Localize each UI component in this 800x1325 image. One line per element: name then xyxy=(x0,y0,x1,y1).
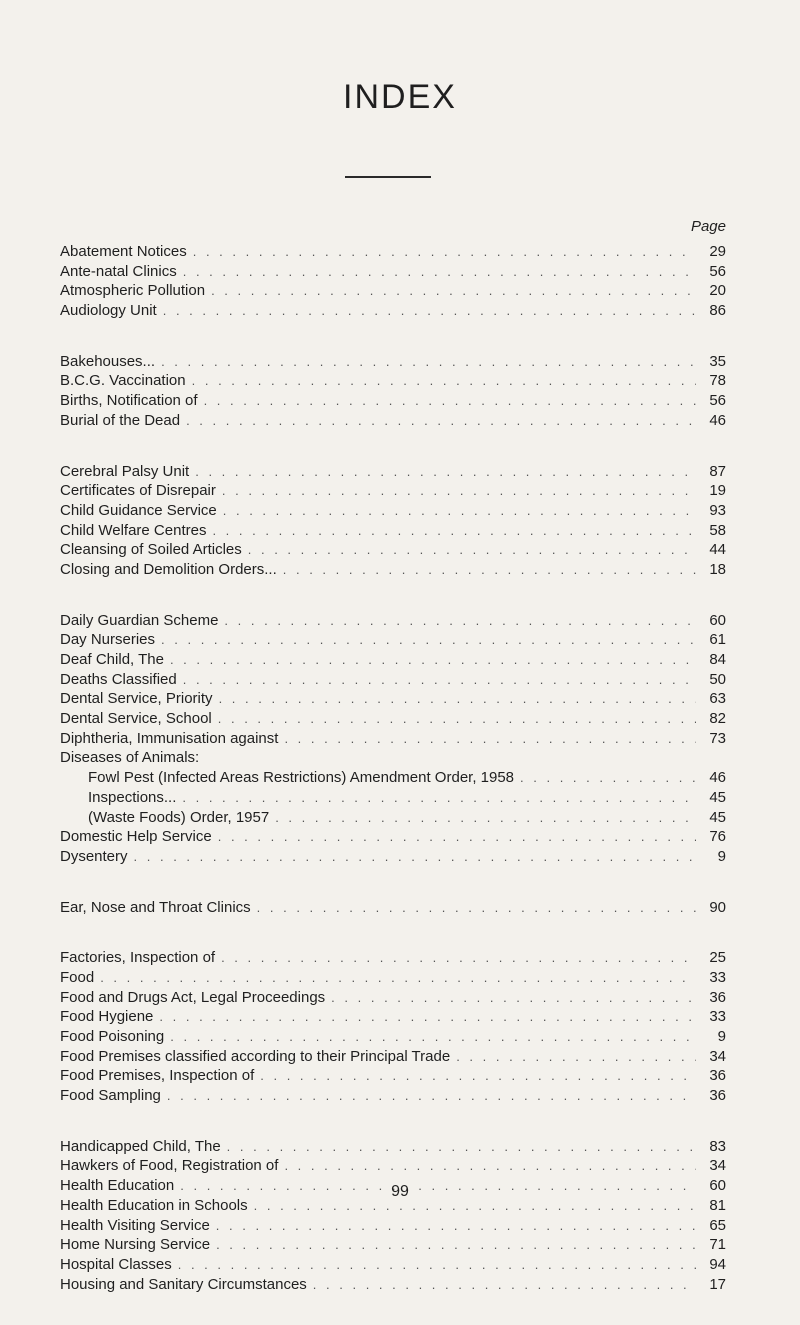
dot-leader xyxy=(257,898,696,918)
index-entry xyxy=(60,521,726,541)
entry-page-number: 9 xyxy=(717,1028,726,1045)
dot-leader xyxy=(195,462,696,482)
entry-label: Certificates of Disrepair xyxy=(60,482,216,500)
entry-label: Dental Service, Priority xyxy=(60,690,213,708)
index-entry xyxy=(60,1275,726,1295)
entry-label: Cleansing of Soiled Articles xyxy=(60,541,242,559)
entry-label: Abatement Notices xyxy=(60,243,187,260)
entry-label: Hospital Classes xyxy=(60,1255,172,1273)
dot-leader xyxy=(159,1007,696,1027)
entry-label: Births, Notification of xyxy=(60,392,198,410)
index-entry xyxy=(60,391,726,411)
dot-leader xyxy=(161,352,696,372)
index-entry xyxy=(60,540,726,560)
entry-page-number: 34 xyxy=(709,1047,726,1065)
entry-page-number: 44 xyxy=(709,541,726,559)
index-subentry xyxy=(60,808,726,828)
index-group xyxy=(60,462,726,580)
index-entry xyxy=(60,650,726,670)
dot-leader xyxy=(216,1235,696,1255)
index-entry xyxy=(60,371,726,391)
page-column-label: Page xyxy=(690,218,726,235)
dot-leader xyxy=(218,827,696,847)
index-entry xyxy=(60,481,726,501)
entry-page-number: 87 xyxy=(709,462,726,480)
entry-page-number: 46 xyxy=(709,411,726,429)
index-entry xyxy=(60,1235,726,1255)
entry-label: Dysentery xyxy=(60,847,128,865)
entry-page-number: 81 xyxy=(709,1196,726,1214)
entry-label: Health Education xyxy=(60,1177,175,1195)
entry-label: Closing and Demolition Orders... xyxy=(60,560,277,578)
index-group xyxy=(60,242,726,321)
index-subentry xyxy=(60,768,726,788)
entry-page-number: 34 xyxy=(709,1157,726,1175)
index-entry xyxy=(60,709,726,729)
entry-label: Day Nurseries xyxy=(60,631,156,649)
title-divider xyxy=(345,176,431,178)
dot-leader xyxy=(170,1027,696,1047)
index-entry xyxy=(60,988,726,1008)
entry-page-number: 46 xyxy=(709,769,726,787)
entry-label: Home Nursing Service xyxy=(60,1236,211,1254)
entry-label: Fowl Pest (Infected Areas Restrictions) Amendment Order, 1958 xyxy=(88,769,515,787)
dot-leader xyxy=(219,689,696,709)
dot-leader xyxy=(227,1137,696,1157)
entry-label: Deaths Classified xyxy=(60,670,177,688)
index-entry xyxy=(60,847,726,867)
index-entry xyxy=(60,898,726,918)
dot-leader xyxy=(186,411,696,431)
entry-page-number: 17 xyxy=(709,1275,726,1293)
entry-page-number: 50 xyxy=(709,670,726,688)
index-entry xyxy=(60,611,726,631)
entry-page-number: 60 xyxy=(709,611,726,629)
dot-leader xyxy=(313,1275,696,1295)
dot-leader xyxy=(221,948,696,968)
entry-label: Diphtheria, Immunisation against xyxy=(60,729,279,747)
entry-label: Food Premises classified according to their Principal Trade xyxy=(60,1047,451,1065)
entry-page-number: 83 xyxy=(709,1137,726,1155)
index-group xyxy=(60,352,726,431)
entry-page-number: 76 xyxy=(709,828,726,846)
entry-page-number: 86 xyxy=(709,302,726,320)
entry-page-number: 82 xyxy=(709,710,726,728)
page-number: 99 xyxy=(391,1183,409,1200)
dot-leader xyxy=(222,481,696,501)
index-group xyxy=(60,611,726,867)
entry-page-number: 65 xyxy=(709,1216,726,1234)
index-entry xyxy=(60,968,726,988)
entry-page-number: 35 xyxy=(709,352,726,370)
entry-page-number: 19 xyxy=(709,482,726,500)
entry-label: Ante-natal Clinics xyxy=(60,262,177,280)
entry-label: Ear, Nose and Throat Clinics xyxy=(60,898,251,916)
entry-page-number: 56 xyxy=(709,262,726,280)
entry-page-number: 56 xyxy=(709,392,726,410)
entry-page-number: 45 xyxy=(709,808,726,826)
dot-leader xyxy=(284,1156,696,1176)
entry-label: Hawkers of Food, Registration of xyxy=(60,1157,279,1175)
entry-page-number: 73 xyxy=(709,729,726,747)
entry-label: Food and Drugs Act, Legal Proceedings xyxy=(60,988,326,1006)
entry-page-number: 78 xyxy=(709,372,726,390)
entry-page-number: 93 xyxy=(709,501,726,519)
entry-page-number: 36 xyxy=(709,1067,726,1085)
index-entry xyxy=(60,1047,726,1067)
entry-label: Food xyxy=(60,968,95,986)
index-entry xyxy=(60,242,726,262)
entry-label: Factories, Inspection of xyxy=(60,949,216,967)
entry-label: Domestic Help Service xyxy=(60,828,212,846)
entry-label: Food Sampling xyxy=(60,1087,161,1105)
dot-leader xyxy=(204,391,696,411)
index-entry xyxy=(60,281,726,301)
entry-label: Bakehouses... xyxy=(60,352,156,370)
index-entry xyxy=(60,729,726,749)
index-entry xyxy=(60,748,726,768)
dot-leader xyxy=(520,768,696,788)
dot-leader xyxy=(178,1255,696,1275)
dot-leader xyxy=(183,262,696,282)
entry-page-number: 25 xyxy=(709,949,726,967)
entry-page-number: 61 xyxy=(709,631,726,649)
entry-page-number: 60 xyxy=(709,1177,726,1195)
entry-label: Food Poisoning xyxy=(60,1028,165,1045)
index-entry xyxy=(60,630,726,650)
index-entry xyxy=(60,1156,726,1176)
index-entry xyxy=(60,411,726,431)
index-subentry xyxy=(60,788,726,808)
index-entry xyxy=(60,1255,726,1275)
entry-label: Audiology Unit xyxy=(60,302,157,320)
dot-leader xyxy=(216,1216,696,1236)
index-entry xyxy=(60,1007,726,1027)
dot-leader xyxy=(193,242,696,262)
entry-page-number: 36 xyxy=(709,1087,726,1105)
entry-label: Health Visiting Service xyxy=(60,1216,210,1234)
index-entry xyxy=(60,1137,726,1157)
dot-leader xyxy=(218,709,696,729)
entry-page-number: 18 xyxy=(709,560,726,578)
dot-leader xyxy=(100,968,696,988)
dot-leader xyxy=(211,281,696,301)
dot-leader xyxy=(161,630,696,650)
entry-label: Cerebral Palsy Unit xyxy=(60,462,190,480)
index-entry xyxy=(60,1066,726,1086)
entry-page-number: 45 xyxy=(709,788,726,806)
dot-leader xyxy=(182,788,696,808)
dot-leader xyxy=(275,808,696,828)
dot-leader xyxy=(223,501,696,521)
entry-label: Atmospheric Pollution xyxy=(60,282,206,300)
index-entry xyxy=(60,827,726,847)
index-entry xyxy=(60,670,726,690)
dot-leader xyxy=(331,988,696,1008)
entry-page-number: 33 xyxy=(709,1008,726,1026)
index-entry xyxy=(60,501,726,521)
index-entry xyxy=(60,689,726,709)
entry-page-number: 84 xyxy=(709,651,726,668)
index-group xyxy=(60,1137,726,1295)
entry-page-number: 63 xyxy=(709,690,726,708)
entry-label: Child Welfare Centres xyxy=(60,521,207,539)
dot-leader xyxy=(163,301,696,321)
entry-label: Dental Service, School xyxy=(60,710,212,728)
entry-label: Burial of the Dead xyxy=(60,411,181,429)
entry-page-number: 94 xyxy=(709,1255,726,1273)
index-entry xyxy=(60,560,726,580)
entry-page-number: 33 xyxy=(709,968,726,986)
entry-label: Food Hygiene xyxy=(60,1008,154,1026)
index-group xyxy=(60,948,726,1106)
dot-leader xyxy=(212,521,696,541)
entry-label: Health Education in Schools xyxy=(60,1196,248,1214)
entry-label: Diseases of Animals: xyxy=(60,749,200,767)
entry-page-number: 9 xyxy=(717,847,726,865)
dot-leader xyxy=(260,1066,696,1086)
dot-leader xyxy=(183,670,696,690)
index-entry xyxy=(60,1086,726,1106)
entry-label: Daily Guardian Scheme xyxy=(60,611,219,629)
index-group xyxy=(60,898,726,918)
entry-label: (Waste Foods) Order, 1957 xyxy=(88,808,270,826)
dot-leader xyxy=(170,650,696,670)
dot-leader xyxy=(167,1086,696,1106)
index-entry xyxy=(60,948,726,968)
entry-label: Handicapped Child, The xyxy=(60,1137,221,1155)
index-entry xyxy=(60,1216,726,1236)
entry-label: B.C.G. Vaccination xyxy=(60,372,186,390)
entry-label: Housing and Sanitary Circumstances xyxy=(60,1275,307,1293)
dot-leader xyxy=(283,560,696,580)
dot-leader xyxy=(192,371,696,391)
dot-leader xyxy=(134,847,696,867)
dot-leader xyxy=(456,1047,696,1067)
dot-leader xyxy=(284,729,696,749)
page-title: INDEX xyxy=(343,78,457,116)
entry-page-number: 71 xyxy=(709,1236,726,1254)
entry-label: Deaf Child, The xyxy=(60,651,164,668)
entry-page-number: 36 xyxy=(709,988,726,1006)
index-entry xyxy=(60,352,726,372)
entry-page-number: 90 xyxy=(709,898,726,916)
index-entry xyxy=(60,1027,726,1047)
index-entry xyxy=(60,301,726,321)
entry-page-number: 20 xyxy=(709,282,726,300)
entry-label: Food Premises, Inspection of xyxy=(60,1067,255,1085)
dot-leader xyxy=(248,540,696,560)
dot-leader xyxy=(224,611,696,631)
entry-page-number: 29 xyxy=(709,243,726,260)
entry-label: Inspections... xyxy=(88,788,177,806)
index-entry xyxy=(60,262,726,282)
index-list xyxy=(60,242,726,1325)
entry-label: Child Guidance Service xyxy=(60,501,217,519)
index-entry xyxy=(60,462,726,482)
entry-page-number: 58 xyxy=(709,521,726,539)
